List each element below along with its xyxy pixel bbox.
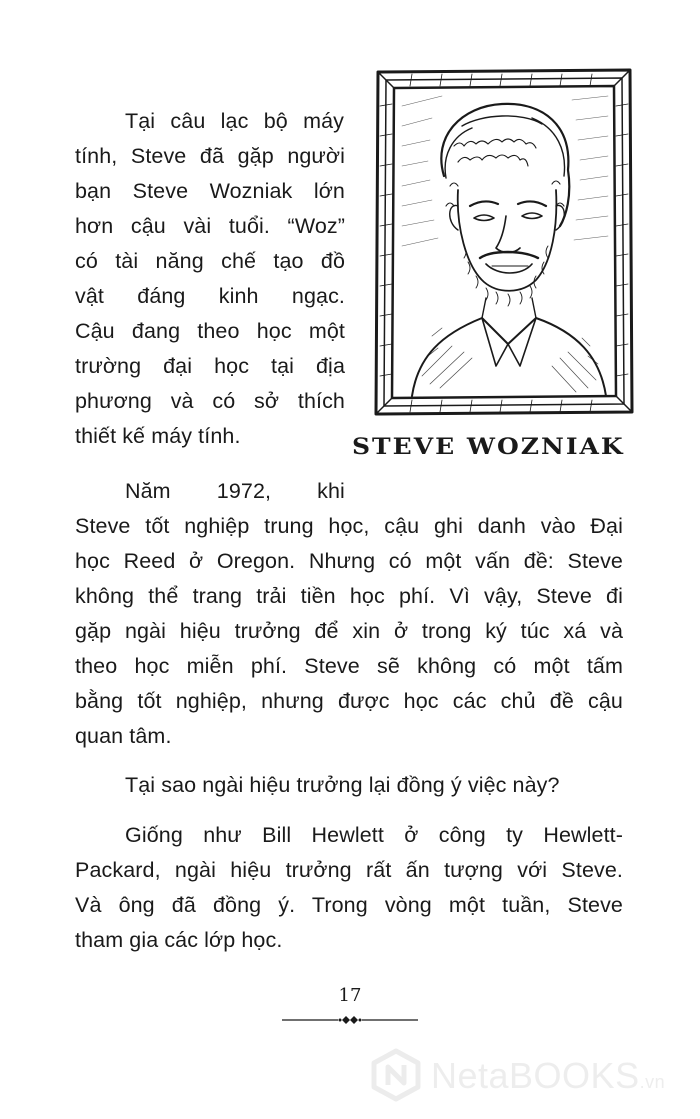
text-line-12: Steve tốt nghiệp trung học, cậu ghi danh vào Đại [75,514,623,538]
text-line-13: học Reed ở Oregon. Nhưng có một vấn đề: Steve [75,549,623,573]
text-line-2: tính, Steve đã gặp người [75,144,345,168]
text-line-17: bằng tốt nghiệp, nhưng được học các chủ đề cậu [75,689,623,713]
text-line-5: có tài năng chế tạo đồ [75,249,345,273]
page-number: 17 [338,985,362,1006]
text-line-15: gặp ngài hiệu trưởng để xin ở trong ký túc xá và [75,619,623,643]
text-line-16: theo học miễn phí. Steve sẽ không có một tấm [75,654,623,678]
portrait-drawing [372,66,636,418]
text-line-8: trường đại học tại địa [75,354,345,378]
watermark-suffix: .vn [639,1072,666,1092]
text-line-4: hơn cậu vài tuổi. “Woz” [75,214,345,238]
text-line-7: Cậu đang theo học một [75,319,345,343]
netabooks-logo-icon [368,1047,424,1103]
watermark-text [431,1055,665,1097]
text-line-1: Tại câu lạc bộ máy [125,109,344,133]
text-line-14: không thể trang trải tiền học phí. Vì vậy, Steve đi [75,584,623,608]
text-line-9: phương và có sở thích [75,389,345,413]
text-line-3: bạn Steve Wozniak lớn [75,179,345,203]
text-line-19: Tại sao ngài hiệu trưởng lại đồng ý việc này? [125,773,560,797]
divider-ornament-icon [280,1012,420,1028]
text-line-22: Và ông đã đồng ý. Trong vòng một tuần, Steve [75,893,623,917]
text-line-6: vật đáng kinh ngạc. [75,284,345,308]
portrait-caption: STEVE WOZNIAK [352,433,625,460]
text-line-18: quan tâm. [75,724,172,748]
text-line-20: Giống như Bill Hewlett ở công ty Hewlett- [125,823,623,847]
watermark [368,1043,668,1107]
text-line-11: Năm 1972, khi [125,479,345,503]
text-line-23: tham gia các lớp học. [75,928,283,952]
text-line-10: thiết kế máy tính. [75,424,241,448]
watermark-brand: NetaBOOKS [431,1055,640,1096]
text-line-21: Packard, ngài hiệu trưởng rất ấn tượng với Steve. [75,858,623,882]
